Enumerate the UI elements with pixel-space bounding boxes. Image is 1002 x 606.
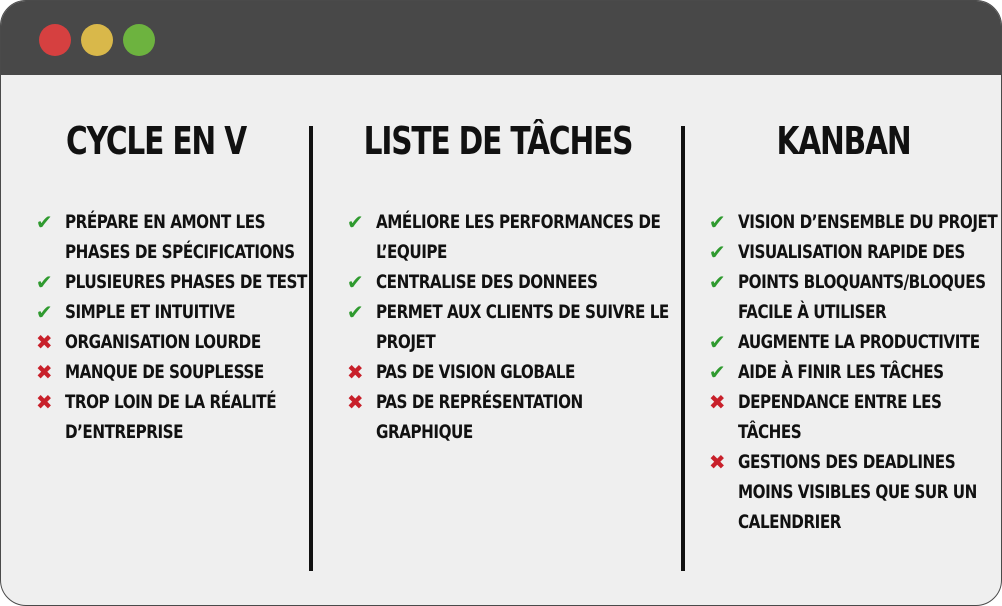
item-text: PAS DE VISION GLOBALE	[376, 361, 575, 383]
cross-icon: ✖	[35, 360, 53, 384]
list-item	[344, 297, 680, 357]
list-item	[706, 267, 998, 327]
item-text: VISUALISATION RAPIDE DES	[738, 241, 965, 263]
column-title: CYCLE EN V	[66, 119, 246, 163]
list-item	[344, 267, 680, 297]
list-item	[33, 267, 308, 297]
maximize-window-button[interactable]	[123, 24, 155, 56]
list-item	[706, 357, 998, 387]
column-cycle-en-v	[1, 75, 311, 605]
list-item	[706, 327, 998, 357]
column-kanban	[686, 75, 1001, 605]
item-text: CENTRALISE DES DONNEES	[376, 271, 598, 293]
minimize-window-button[interactable]	[81, 24, 113, 56]
item-text: TROP LOIN DE LA RÉALITÉ D’ENTREPRISE	[65, 391, 277, 443]
column-liste-de-taches	[314, 75, 682, 605]
list-item	[33, 357, 308, 387]
check-icon: ✔	[35, 210, 53, 234]
list-item	[706, 387, 998, 447]
list-item	[706, 237, 998, 267]
check-icon: ✔	[708, 360, 726, 384]
list-item	[706, 207, 998, 237]
list-item	[33, 207, 308, 267]
check-icon: ✔	[346, 210, 364, 234]
cross-icon: ✖	[708, 450, 726, 474]
column-title: LISTE DE TÂCHES	[363, 119, 633, 163]
item-text: AMÉLIORE LES PERFORMANCES DE L’EQUIPE	[376, 211, 661, 263]
list-item	[344, 357, 680, 387]
list-item	[33, 327, 308, 357]
cross-icon: ✖	[35, 330, 53, 354]
cross-icon: ✖	[346, 360, 364, 384]
list-item	[33, 387, 308, 447]
check-icon: ✔	[35, 270, 53, 294]
item-text: POINTS BLOQUANTS/BLOQUES FACILE À UTILISER	[738, 271, 986, 323]
item-text: AUGMENTE LA PRODUCTIVITE	[738, 331, 980, 353]
close-window-button[interactable]	[39, 24, 71, 56]
list-item	[344, 387, 680, 447]
column-title: KANBAN	[776, 119, 911, 163]
check-icon: ✔	[708, 210, 726, 234]
item-text: MANQUE DE SOUPLESSE	[65, 361, 264, 383]
item-list	[344, 207, 680, 447]
cross-icon: ✖	[35, 390, 53, 414]
item-list	[33, 207, 308, 447]
item-text: VISION D’ENSEMBLE DU PROJET	[738, 211, 998, 233]
check-icon: ✔	[346, 270, 364, 294]
check-icon: ✔	[35, 300, 53, 324]
item-list	[706, 207, 998, 537]
item-text: ORGANISATION LOURDE	[65, 331, 261, 353]
check-icon: ✔	[708, 330, 726, 354]
list-item	[344, 207, 680, 267]
column-divider	[681, 126, 685, 571]
list-item	[706, 447, 998, 537]
check-icon: ✔	[708, 270, 726, 294]
check-icon: ✔	[708, 240, 726, 264]
item-text: PLUSIEURES PHASES DE TEST	[65, 271, 307, 293]
check-icon: ✔	[346, 300, 364, 324]
item-text: PRÉPARE EN AMONT LES PHASES DE SPÉCIFICATIONS	[65, 211, 295, 263]
item-text: PERMET AUX CLIENTS DE SUIVRE LE PROJET	[376, 301, 669, 353]
column-divider	[309, 126, 313, 571]
item-text: PAS DE REPRÉSENTATION GRAPHIQUE	[376, 391, 583, 443]
window-titlebar	[1, 1, 1001, 75]
list-item	[33, 297, 308, 327]
item-text: DEPENDANCE ENTRE LES TÂCHES	[738, 391, 942, 443]
cross-icon: ✖	[708, 390, 726, 414]
item-text: AIDE À FINIR LES TÂCHES	[738, 361, 944, 383]
item-text: GESTIONS DES DEADLINES MOINS VISIBLES QUE SUR UN CALENDRIER	[738, 451, 977, 533]
cross-icon: ✖	[346, 390, 364, 414]
item-text: SIMPLE ET INTUITIVE	[65, 301, 236, 323]
